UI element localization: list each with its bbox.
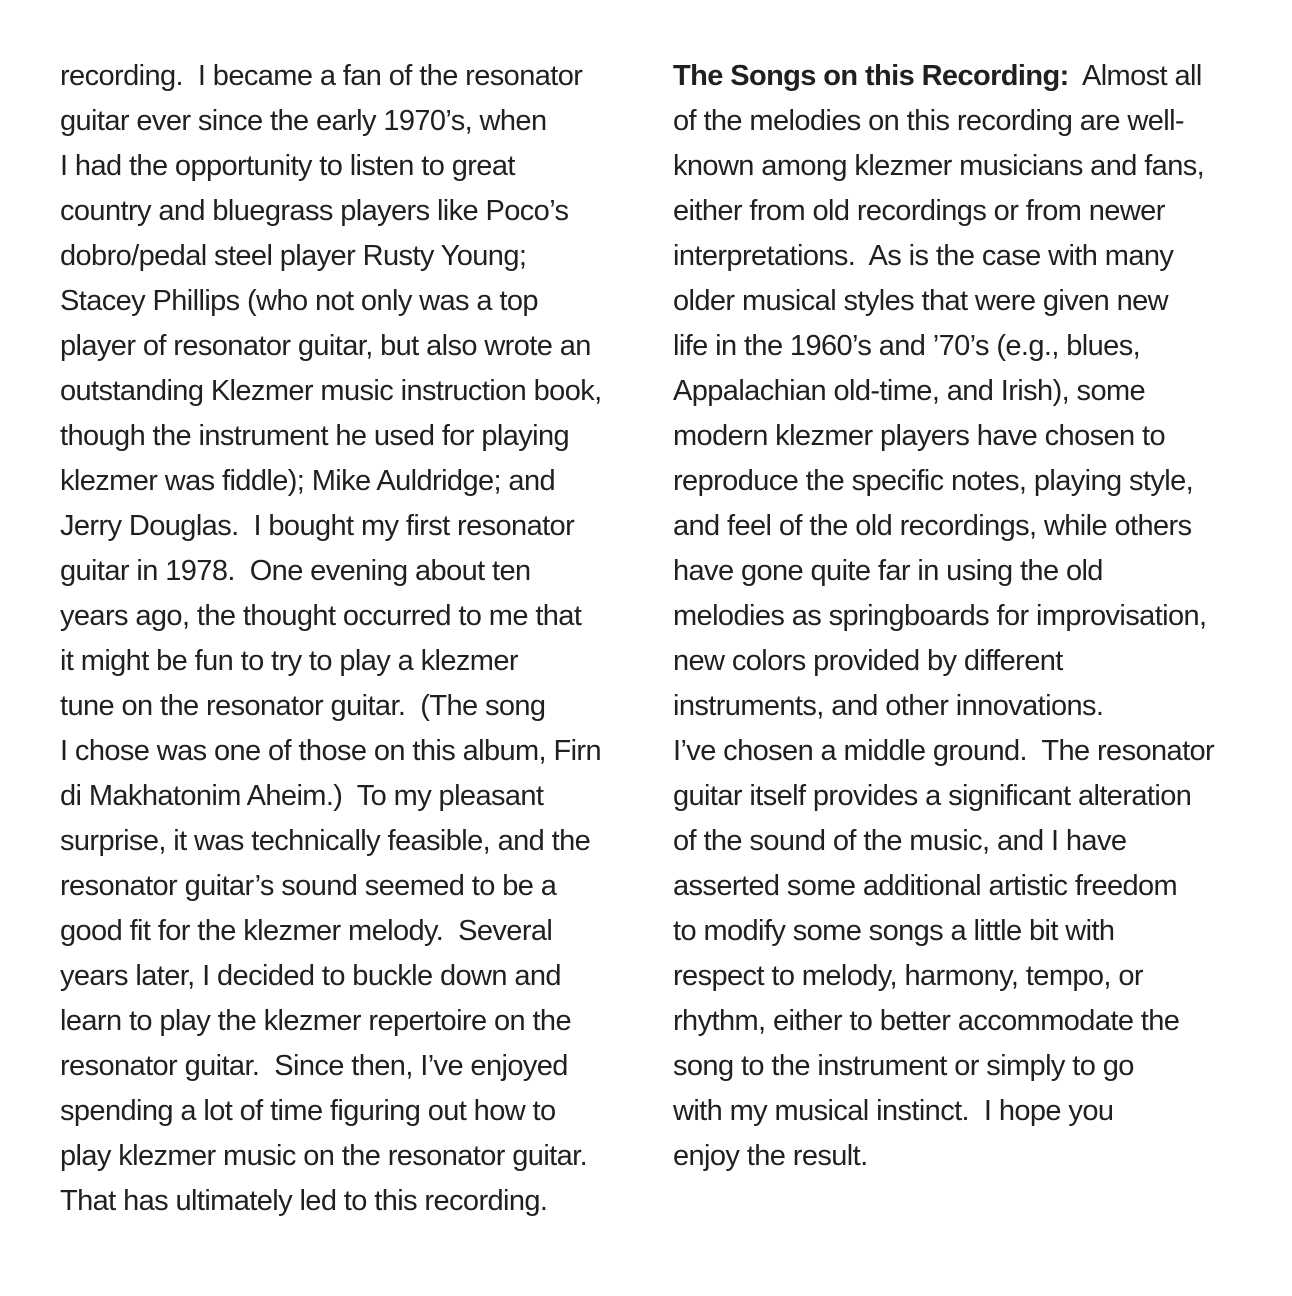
text-line: it might be fun to try to play a klezmer [60, 645, 518, 677]
text-line: new colors provided by different [673, 645, 1063, 677]
text-line: instruments, and other innovations. [673, 690, 1104, 722]
text-line: enjoy the result. [673, 1140, 868, 1172]
text-line: asserted some additional artistic freedom [673, 870, 1178, 902]
text-line: Jerry Douglas. I bought my first resonator [60, 510, 575, 542]
text-line: klezmer was fiddle); Mike Auldridge; and [60, 465, 556, 497]
text-line: either from old recordings or from newer [673, 195, 1165, 227]
text-line: and feel of the old recordings, while others [673, 510, 1192, 542]
text-line: interpretations. As is the case with many [673, 240, 1174, 272]
text-line: Appalachian old-time, and Irish), some [673, 375, 1146, 407]
text-line: outstanding Klezmer music instruction book, [60, 375, 602, 407]
text-line: to modify some songs a little bit with [673, 915, 1115, 947]
text-line: years ago, the thought occurred to me that [60, 600, 582, 632]
text-line: dobro/pedal steel player Rusty Young; [60, 240, 527, 272]
text-line: play klezmer music on the resonator guitar. [60, 1140, 588, 1172]
text-line: modern klezmer players have chosen to [673, 420, 1165, 452]
text-line: I’ve chosen a middle ground. The resonator [673, 735, 1215, 767]
text-line: known among klezmer musicians and fans, [673, 150, 1205, 182]
text-line: have gone quite far in using the old [673, 555, 1103, 587]
text-line: surprise, it was technically feasible, and the [60, 825, 591, 857]
text-line: That has ultimately led to this recording. [60, 1185, 548, 1217]
text-line: di Makhatonim Aheim.) To my pleasant [60, 780, 544, 812]
text-line [673, 54, 1258, 99]
text-line: Stacey Phillips (who not only was a top [60, 285, 538, 317]
text-line: with my musical instinct. I hope you [673, 1095, 1114, 1127]
text-line: guitar in 1978. One evening about ten [60, 555, 531, 587]
text-line: I had the opportunity to listen to great [60, 150, 515, 182]
text-line: respect to melody, harmony, tempo, or [673, 960, 1143, 992]
text-line: of the sound of the music, and I have [673, 825, 1127, 857]
text-line: resonator guitar. Since then, I’ve enjoyed [60, 1050, 568, 1082]
text-line: older musical styles that were given new [673, 285, 1169, 317]
text-line: country and bluegrass players like Poco’s [60, 195, 569, 227]
section-heading: The Songs on this Recording: [673, 60, 1069, 92]
text-line: years later, I decided to buckle down and [60, 960, 561, 992]
text-line: reproduce the specific notes, playing style, [673, 465, 1194, 497]
text-line: recording. I became a fan of the resonator [60, 60, 583, 92]
text-line: tune on the resonator guitar. (The song [60, 690, 546, 722]
text-line: learn to play the klezmer repertoire on the [60, 1005, 571, 1037]
text-line: good fit for the klezmer melody. Several [60, 915, 553, 947]
text-line: rhythm, either to better accommodate the [673, 1005, 1180, 1037]
text-line: spending a lot of time figuring out how to [60, 1095, 556, 1127]
text-line: guitar ever since the early 1970’s, when [60, 105, 547, 137]
right-text-column [673, 54, 1258, 1179]
text-line: melodies as springboards for improvisation, [673, 600, 1207, 632]
text-line: guitar itself provides a significant alteration [673, 780, 1192, 812]
text-line: life in the 1960’s and ’70’s (e.g., blues, [673, 330, 1141, 362]
text-line: song to the instrument or simply to go [673, 1050, 1134, 1082]
text-line: of the melodies on this recording are well- [673, 105, 1184, 137]
section-heading-tail: Almost all [1068, 60, 1202, 92]
text-line: player of resonator guitar, but also wrote an [60, 330, 591, 362]
text-line: I chose was one of those on this album, Firn [60, 735, 602, 767]
text-line: though the instrument he used for playing [60, 420, 570, 452]
text-line: resonator guitar’s sound seemed to be a [60, 870, 557, 902]
left-text-column [60, 54, 635, 1224]
